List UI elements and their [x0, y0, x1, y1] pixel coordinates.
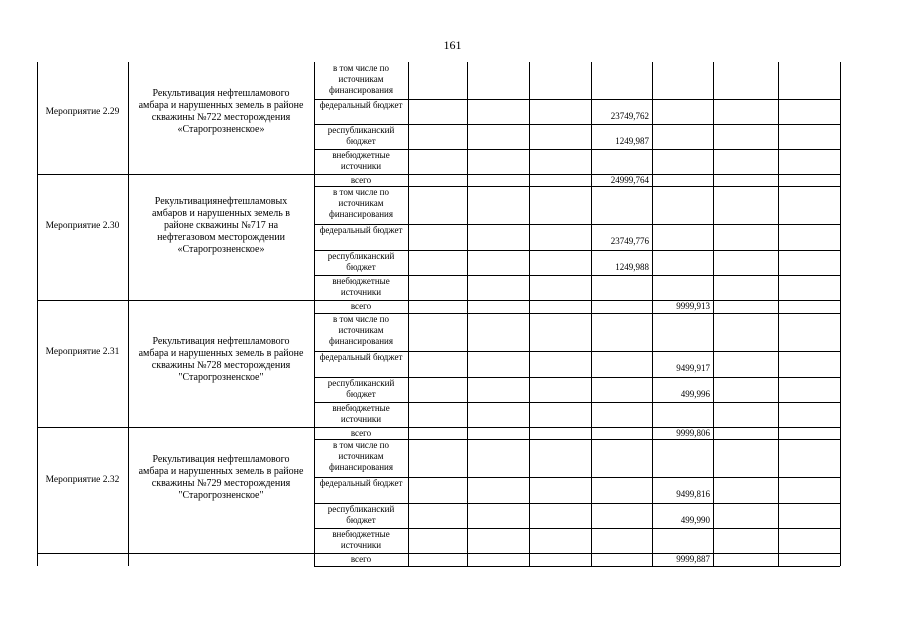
fin-label-extrabudgetary: внебюджетные источники: [332, 403, 390, 424]
fin-label-including: в том числе по источникам финансирования: [329, 187, 393, 219]
table-vertical-rule: [408, 62, 409, 566]
total-value: 9999,806: [676, 428, 710, 438]
measure-label: Мероприятие 2.32: [45, 475, 120, 485]
measure-description: Рекультивациянефтешламовых амбаров и нарушенных земель в районе скважины №717 на нефтегазовом месторождении «Старогрозненское»: [151, 196, 290, 255]
measure-description: Рекультивация нефтешламового амбара и нарушенных земель в районе скважины №729 месторождения "Старогрозненское": [138, 454, 304, 501]
republican-value: 1249,988: [615, 262, 649, 272]
fin-label-extrabudgetary: внебюджетные источники: [332, 150, 390, 171]
federal-value: 9499,917: [676, 363, 710, 373]
block-separator-rule: [37, 553, 840, 554]
fin-label-republican: республиканский бюджет: [327, 251, 395, 272]
total-value: 24999,764: [610, 175, 649, 185]
table-vertical-rule: [128, 62, 129, 566]
table-vertical-rule: [840, 62, 841, 566]
federal-value: 23749,776: [610, 236, 649, 246]
block-separator-rule: [37, 300, 840, 301]
measure-label: Мероприятие 2.30: [45, 221, 120, 231]
fin-label-total: всего: [350, 428, 372, 438]
federal-value: 9499,816: [676, 489, 710, 499]
block-separator-rule: [37, 174, 840, 175]
fin-label-federal: федеральный бюджет: [319, 352, 403, 362]
republican-value: 499,996: [680, 389, 710, 399]
fin-label-federal: федеральный бюджет: [319, 225, 403, 235]
table-vertical-rule: [467, 62, 468, 566]
fin-label-federal: федеральный бюджет: [319, 100, 403, 110]
fin-label-including: в том числе по источникам финансирования: [329, 314, 393, 346]
fin-label-republican: республиканский бюджет: [327, 125, 395, 146]
total-value: 9999,913: [676, 301, 710, 311]
fin-label-extrabudgetary: внебюджетные источники: [332, 276, 390, 297]
table-vertical-rule: [529, 62, 530, 566]
fin-label-republican: республиканский бюджет: [327, 504, 395, 525]
republican-value: 499,990: [680, 515, 710, 525]
fin-label-federal: федеральный бюджет: [319, 478, 403, 488]
page-number: 161: [443, 38, 462, 52]
measure-description: Рекультивация нефтешламового амбара и нарушенных земель в районе скважины №728 месторождения "Старогрозненское": [138, 336, 304, 383]
fin-label-including: в том числе по источникам финансирования: [329, 63, 393, 95]
row-separator-rule: [314, 566, 840, 567]
measure-label: Мероприятие 2.31: [45, 347, 120, 357]
fin-label-including: в том числе по источникам финансирования: [329, 440, 393, 472]
measure-label: Мероприятие 2.29: [45, 107, 120, 117]
measure-description: Рекультивация нефтешламового амбара и нарушенных земель в районе скважины №722 месторождения «Старогрозненское»: [138, 88, 304, 135]
fin-label-extrabudgetary: внебюджетные источники: [332, 529, 390, 550]
block-separator-rule: [37, 427, 840, 428]
table-vertical-rule: [778, 62, 779, 566]
republican-value: 1249,987: [615, 136, 649, 146]
fin-label-total: всего: [350, 554, 372, 564]
fin-label-republican: республиканский бюджет: [327, 378, 395, 399]
federal-value: 23749,762: [610, 111, 649, 121]
fin-label-total: всего: [350, 175, 372, 185]
fin-label-total: всего: [350, 301, 372, 311]
total-value: 9999,887: [676, 554, 710, 564]
table-vertical-rule: [713, 62, 714, 566]
